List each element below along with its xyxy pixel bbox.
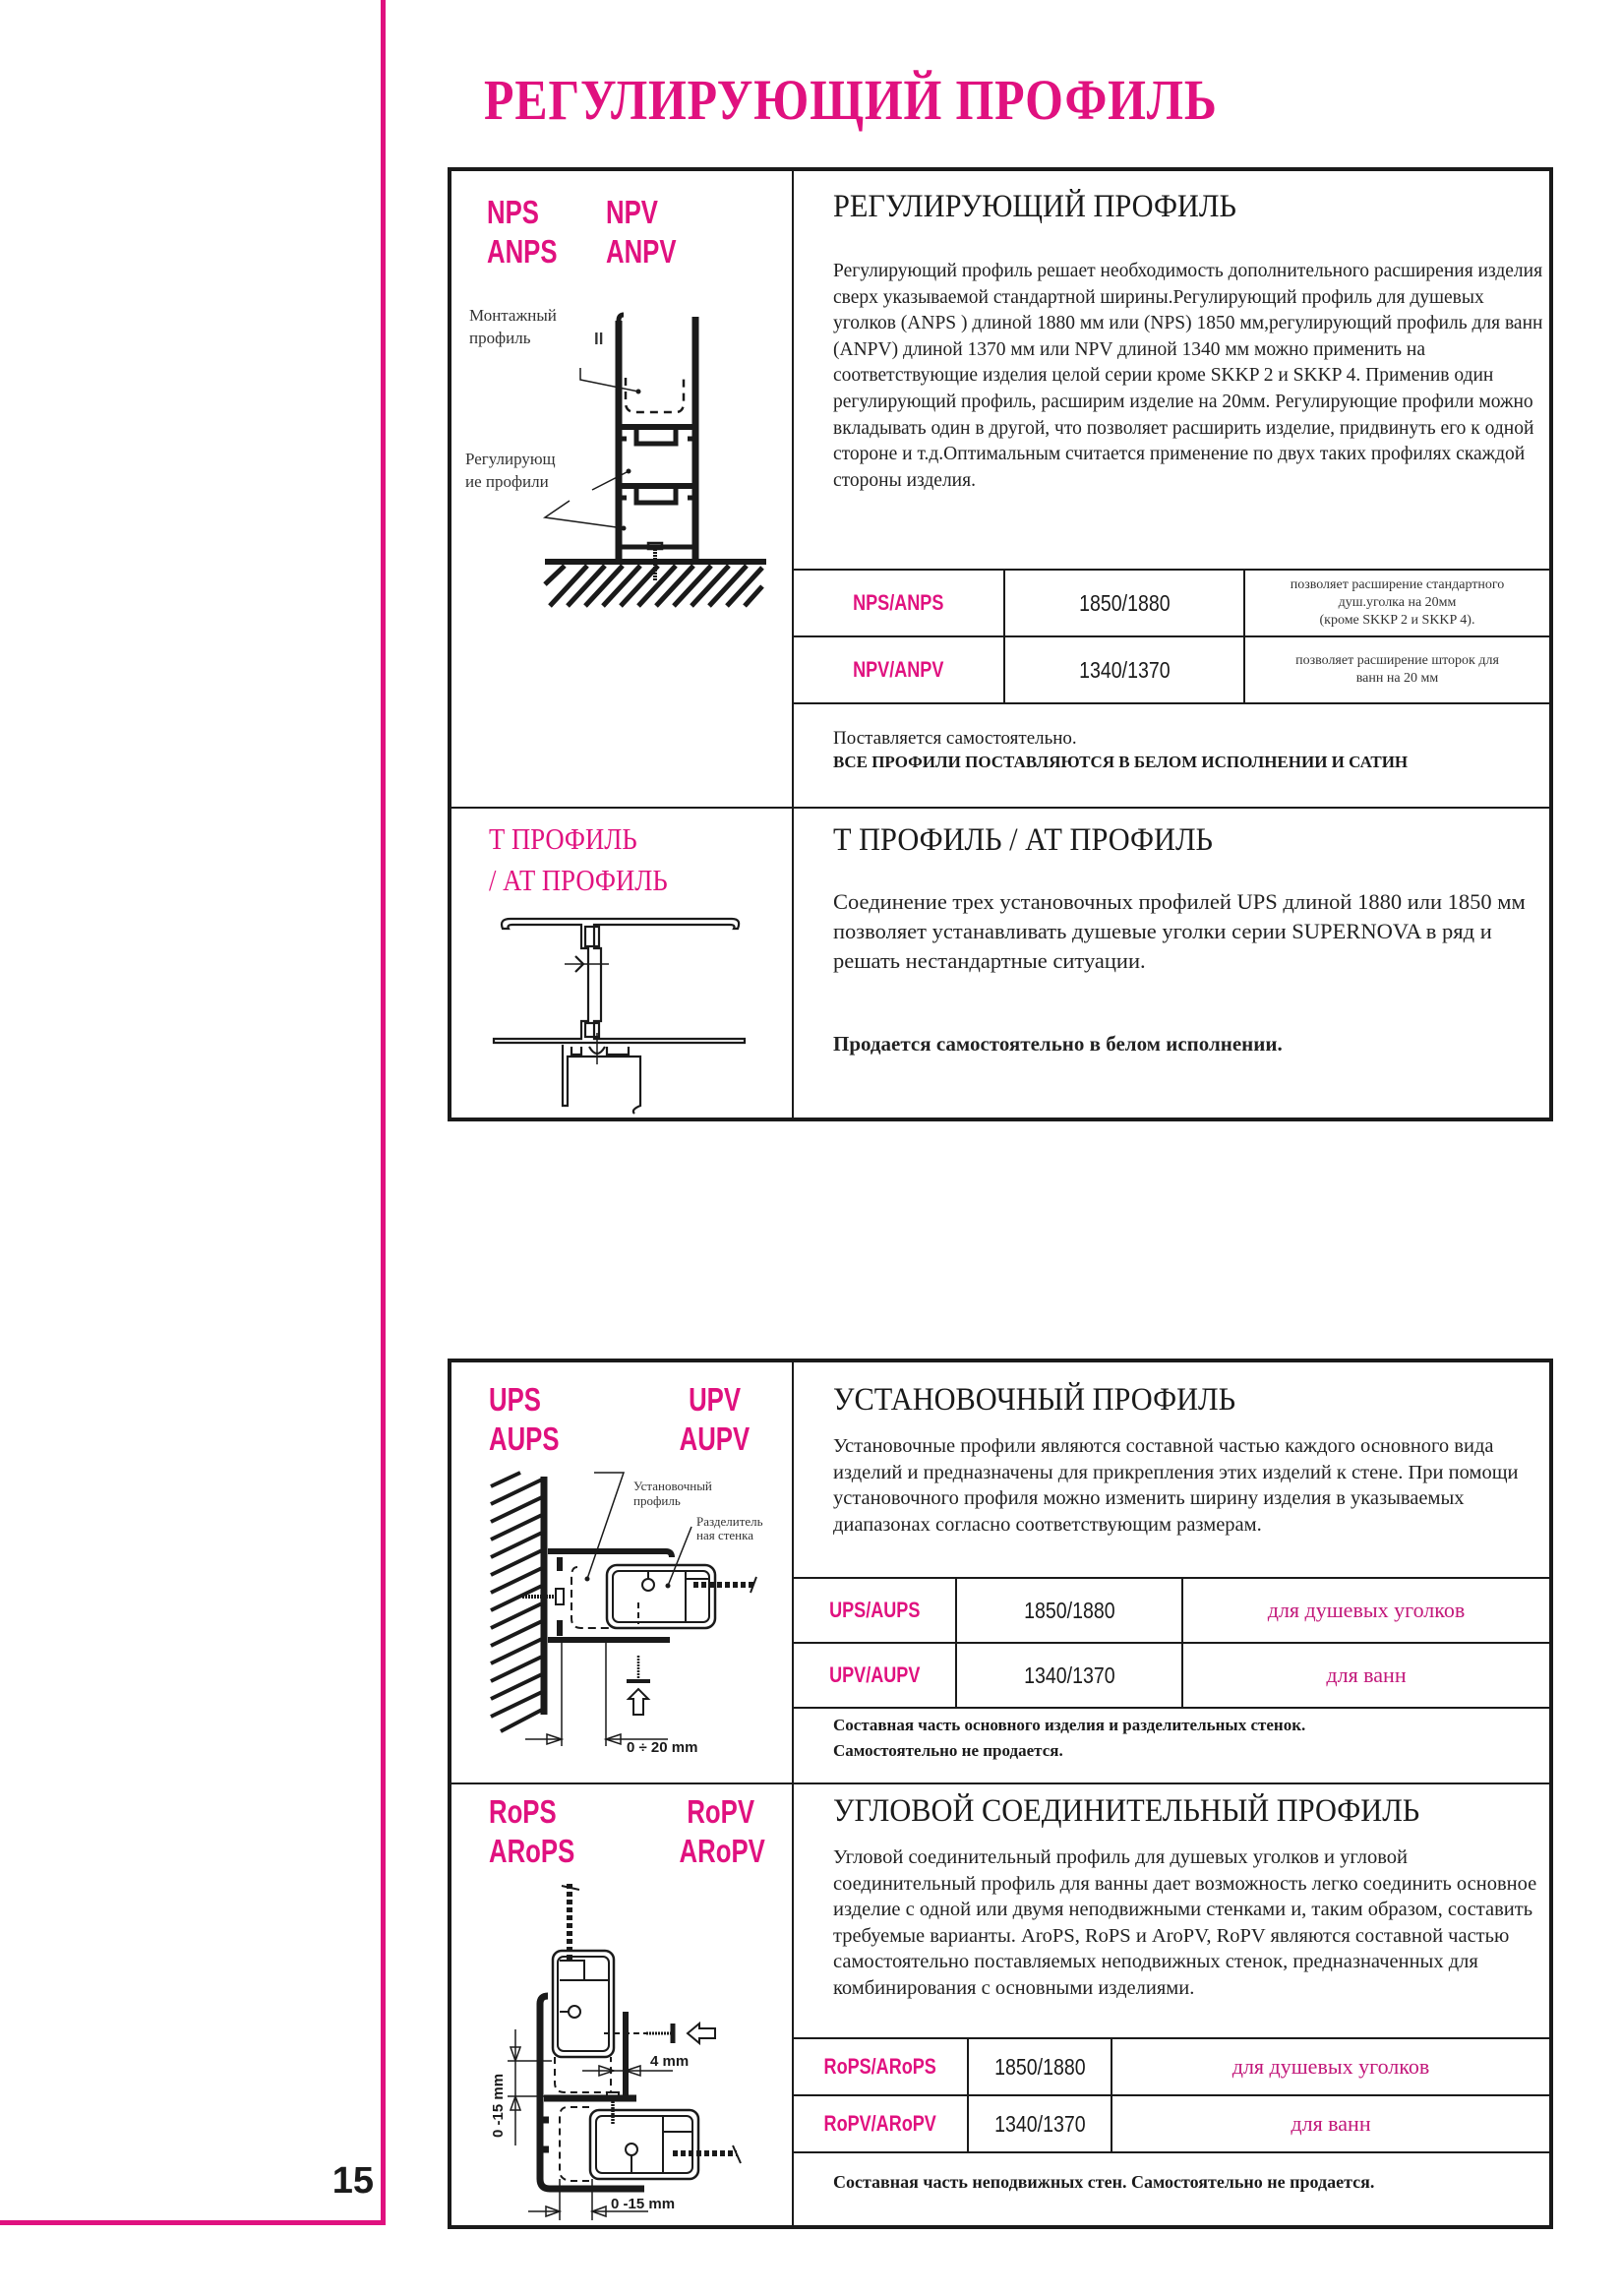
supply-note: Поставляется самостоятельно. — [833, 728, 1077, 749]
adjusting-codes-left — [487, 193, 558, 272]
mounting-note-2: Самостоятельно не продается. — [833, 1741, 1063, 1760]
table-row — [794, 1644, 1549, 1707]
row-note: для ванн — [1291, 2111, 1371, 2136]
supply-note-block — [833, 727, 1408, 774]
row-code: NPS/ANPS — [853, 590, 944, 615]
row-length: 1340/1370 — [1078, 656, 1171, 683]
row-length: 1850/1880 — [1078, 589, 1171, 616]
label-divider-1: Разделитель — [696, 1514, 763, 1529]
label-mounting-1: Установочный — [633, 1479, 712, 1493]
t-profile-code-2: / АТ ПРОФИЛЬ — [489, 863, 668, 897]
row-length: 1340/1370 — [993, 2110, 1086, 2137]
row-code: RoPV/ARoPV — [823, 2111, 937, 2136]
table-row — [794, 637, 1549, 702]
table-bottom-border — [792, 702, 1549, 704]
mounting-codes-left — [489, 1380, 560, 1459]
corner-description: Угловой соединительный профиль для душевых уголков и угловой соединительный профиль для ванны дает возможность легко соединить основное изделие с одной или двумя неподвижными стенками и, таким образом, составить требуемые варианты. AroPS, RoPS и AroPV, RoPV являются составной частью самостоятельно поставляемых неподвижных стенок, предназначенных для комбинирования с основными изделиями. — [833, 1846, 1537, 1999]
code-ropv: RoPV — [687, 1793, 754, 1830]
row-length: 1340/1370 — [1023, 1662, 1115, 1688]
wall-hatching — [491, 1473, 542, 1731]
label-adjusting-2: ие профили — [465, 472, 549, 491]
mounting-note-block — [833, 1713, 1305, 1764]
t-profile-code-1: Т ПРОФИЛЬ — [489, 821, 637, 856]
row-code: NPV/ANPV — [853, 657, 944, 682]
mounting-corner-profile-box — [448, 1359, 1553, 2229]
mounting-description: Установочные профили являются составной частью каждого основного вида изделий и предназначены для прикрепления этих изделий к стене. При помощи установочного профиля можно изменить ширину изделия в указываемых диапазонах согласно соответствующим размерам. — [833, 1435, 1519, 1536]
label-adjusting-1: Регулирующ — [465, 450, 556, 468]
label-marker: ll — [594, 330, 604, 348]
t-profile-codes — [489, 818, 668, 901]
row-code: RoPS/ARoPS — [823, 2054, 937, 2079]
corner-drawing — [508, 1884, 741, 2220]
label-divider-2: ная стенка — [696, 1528, 754, 1542]
row-note: для душевых уголков — [1232, 2054, 1430, 2079]
code-npv: NPV — [606, 194, 658, 230]
table-row — [794, 1579, 1549, 1642]
code-aupv: AUPV — [679, 1420, 751, 1457]
code-upv: UPV — [689, 1381, 741, 1418]
page-title: РЕГУЛИРУЮЩИЙ ПРОФИЛЬ — [484, 68, 1218, 132]
table-row — [794, 2096, 1549, 2151]
t-profile-diagram — [491, 909, 766, 1116]
mounting-note-1: Составная часть основного изделия и разделительных стенок. — [833, 1716, 1306, 1734]
code-arops: ARoPS — [489, 1833, 575, 1869]
row-length: 1850/1880 — [993, 2053, 1086, 2080]
table-row — [794, 571, 1549, 635]
row-note: для душевых уголков — [1267, 1598, 1466, 1622]
adjusting-profile-box — [448, 167, 1553, 1121]
t-profile-drawing — [494, 919, 745, 1114]
code-aropv: ARoPV — [679, 1833, 765, 1869]
row-note-line: ванн на 20 мм — [1355, 671, 1439, 686]
row-note-line: душ.уголка на 20мм — [1338, 595, 1457, 610]
finish-note: ВСЕ ПРОФИЛИ ПОСТАВЛЯЮТСЯ В БЕЛОМ ИСПОЛНЕНИИ И САТИН — [833, 753, 1409, 771]
code-rops: RoPS — [489, 1793, 557, 1830]
row-length: 1850/1880 — [1023, 1597, 1115, 1623]
mounting-profile-diagram — [451, 1461, 786, 1776]
code-anps: ANPS — [487, 233, 558, 270]
t-profile-description: Соединение трех установочных профилей UPS длиной 1880 или 1850 мм позволяет устанавливать душевые уголки серии SUPERNOVA в ряд и решать нестандартные ситуации. — [833, 889, 1526, 973]
margin-rule — [381, 0, 386, 2225]
label-range: 0 ÷ 20 mm — [627, 1739, 698, 1756]
corner-codes-right — [679, 1792, 765, 1871]
corner-note: Составная часть неподвижных стен. Самостоятельно не продается. — [833, 2172, 1375, 2192]
margin-rule-bottom — [0, 2220, 386, 2225]
page-number: 15 — [331, 2160, 374, 2202]
row-note-line: позволяет расширение шторок для — [1295, 653, 1499, 668]
row-code: UPV/AUPV — [828, 1662, 921, 1687]
label-mounting-2: профиль — [469, 329, 531, 347]
code-ups: UPS — [489, 1381, 541, 1418]
corner-profile-diagram — [451, 1874, 786, 2223]
section-divider — [451, 1782, 1549, 1784]
label-range-horizontal: 0 -15 mm — [611, 2196, 676, 2212]
row-note-line: (кроме SKKP 2 и SKKP 4). — [1319, 613, 1475, 628]
adjusting-codes-right — [606, 193, 677, 272]
label-mounting-2: профиль — [633, 1493, 681, 1508]
profile-drawing — [545, 315, 766, 580]
table-bottom-border — [792, 1707, 1549, 1709]
label-gap: 4 mm — [650, 2053, 690, 2070]
label-mounting-1: Монтажный — [469, 306, 557, 325]
table-row — [794, 2039, 1549, 2094]
t-profile-sale-note: Продается самостоятельно в белом исполнении. — [833, 1032, 1283, 1056]
row-code: UPS/AUPS — [828, 1598, 921, 1622]
label-range-vertical: 0 -15 mm — [490, 2073, 507, 2138]
adjusting-heading: РЕГУЛИРУЮЩИЙ ПРОФИЛЬ — [833, 189, 1236, 224]
floor-hatching — [545, 566, 762, 606]
mounting-heading: УСТАНОВОЧНЫЙ ПРОФИЛЬ — [833, 1382, 1236, 1418]
t-profile-heading: Т ПРОФИЛЬ / АТ ПРОФИЛЬ — [833, 822, 1213, 858]
code-aups: AUPS — [489, 1420, 560, 1457]
table-bottom-border — [792, 2151, 1549, 2153]
code-nps: NPS — [487, 194, 539, 230]
mounting-codes-right — [679, 1380, 751, 1459]
corner-heading: УГЛОВОЙ СОЕДИНИТЕЛЬНЫЙ ПРОФИЛЬ — [833, 1793, 1420, 1829]
row-note: для ванн — [1326, 1662, 1407, 1687]
adjusting-profile-diagram — [451, 289, 786, 614]
corner-codes-left — [489, 1792, 574, 1871]
adjusting-description: Регулирующий профиль решает необходимость дополнительного расширения изделия сверх указываемой стандартной ширины.Регулирующий профиль для душевых уголков (ANPS ) длиной 1880 мм или (NPS) 1850 мм,регулирующий профиль для ванн (ANPV) длиной 1370 мм или NPV длиной 1340 мм можно применить на соответствующие изделия целой серии кроме SKKP 2 и SKKP 4. Применив один регулирующий профиль, расширим изделие на 20мм. Регулирующие профили можно вкладывать один в другой, что позволяет расширить изделие, придвинуть его к одной стороне и т.д.Оптимальным считается применение по двух таких профилях скаждой стороны изделия. — [833, 261, 1543, 491]
section-divider — [451, 807, 1549, 809]
row-note-line: позволяет расширение стандартного — [1290, 577, 1505, 592]
code-anpv: ANPV — [606, 233, 677, 270]
